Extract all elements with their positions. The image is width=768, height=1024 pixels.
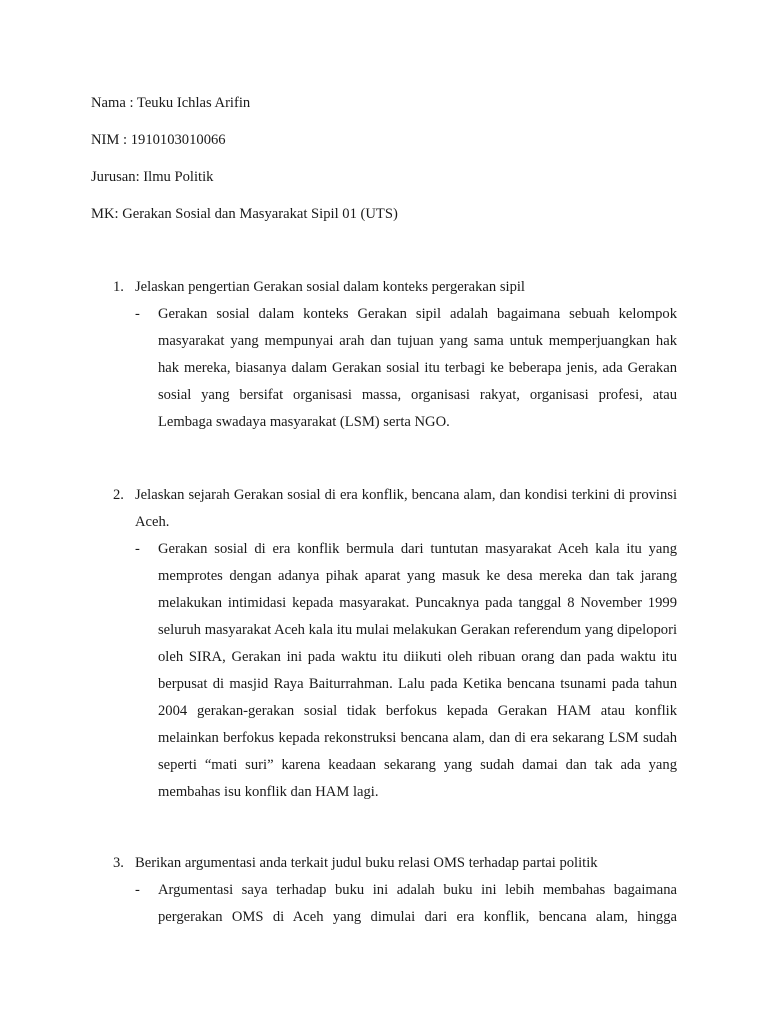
question-number: 1. bbox=[113, 279, 124, 295]
answer-3 bbox=[135, 877, 677, 931]
answer-bullet: - bbox=[135, 541, 140, 557]
answer-bullet: - bbox=[135, 882, 140, 898]
answer-bullet: - bbox=[135, 306, 140, 322]
student-name: Nama : Teuku Ichlas Arifin bbox=[91, 95, 251, 111]
answer-1 bbox=[135, 301, 677, 436]
question-number: 2. bbox=[113, 487, 124, 503]
student-major: Jurusan: Ilmu Politik bbox=[91, 169, 214, 185]
question-number: 3. bbox=[113, 855, 124, 871]
student-nim: NIM : 1910103010066 bbox=[91, 132, 226, 148]
answer-2 bbox=[135, 536, 677, 806]
question-3 bbox=[113, 850, 677, 877]
course-name: MK: Gerakan Sosial dan Masyarakat Sipil 01 (UTS) bbox=[91, 206, 398, 222]
question-text: Berikan argumentasi anda terkait judul buku relasi OMS terhadap partai politik bbox=[135, 855, 598, 871]
question-1 bbox=[113, 274, 677, 301]
question-text: Jelaskan sejarah Gerakan sosial di era konflik, bencana alam, dan kondisi terkini di provinsi Aceh. bbox=[135, 487, 677, 530]
answer-text: Gerakan sosial dalam konteks Gerakan sipil adalah bagaimana sebuah kelompok masyarakat yang mempunyai arah dan tujuan yang sama untuk memperjuangkan hak hak mereka, biasanya dalam Gerakan sosial itu terbagi ke beberapa jenis, ada Gerakan sosial yang bersifat organisasi massa, organisasi rakyat, organisasi profesi, atau Lembaga swadaya masyarakat (LSM) serta NGO. bbox=[158, 306, 677, 430]
question-text: Jelaskan pengertian Gerakan sosial dalam konteks pergerakan sipil bbox=[135, 279, 525, 295]
question-2 bbox=[113, 482, 677, 536]
answer-text: Argumentasi saya terhadap buku ini adalah buku ini lebih membahas bagaimana pergerakan OMS di Aceh yang dimulai dari era konflik, bencana alam, hingga bbox=[158, 882, 677, 925]
answer-text: Gerakan sosial di era konflik bermula dari tuntutan masyarakat Aceh kala itu yang memprotes dengan adanya pihak aparat yang masuk ke desa mereka dan tak jarang melakukan intimidasi kepada masyarakat. Puncaknya pada tanggal 8 November 1999 seluruh masyarakat Aceh kala itu mulai melakukan Gerakan referendum yang dipelopori oleh SIRA, Gerakan ini pada waktu itu diikuti oleh ribuan orang dan pada waktu itu berpusat di masjid Raya Baiturrahman. Lalu pada Ketika bencana tsunami pada tahun 2004 gerakan-gerakan sosial tidak berfokus kepada Gerakan HAM atau konflik melainkan berfokus kepada rekonstruksi bencana alam, dan di era sekarang LSM sudah seperti “mati suri” karena keadaan sekarang yang sudah damai dan tak ada yang membahas isu konflik dan HAM lagi. bbox=[158, 541, 677, 800]
